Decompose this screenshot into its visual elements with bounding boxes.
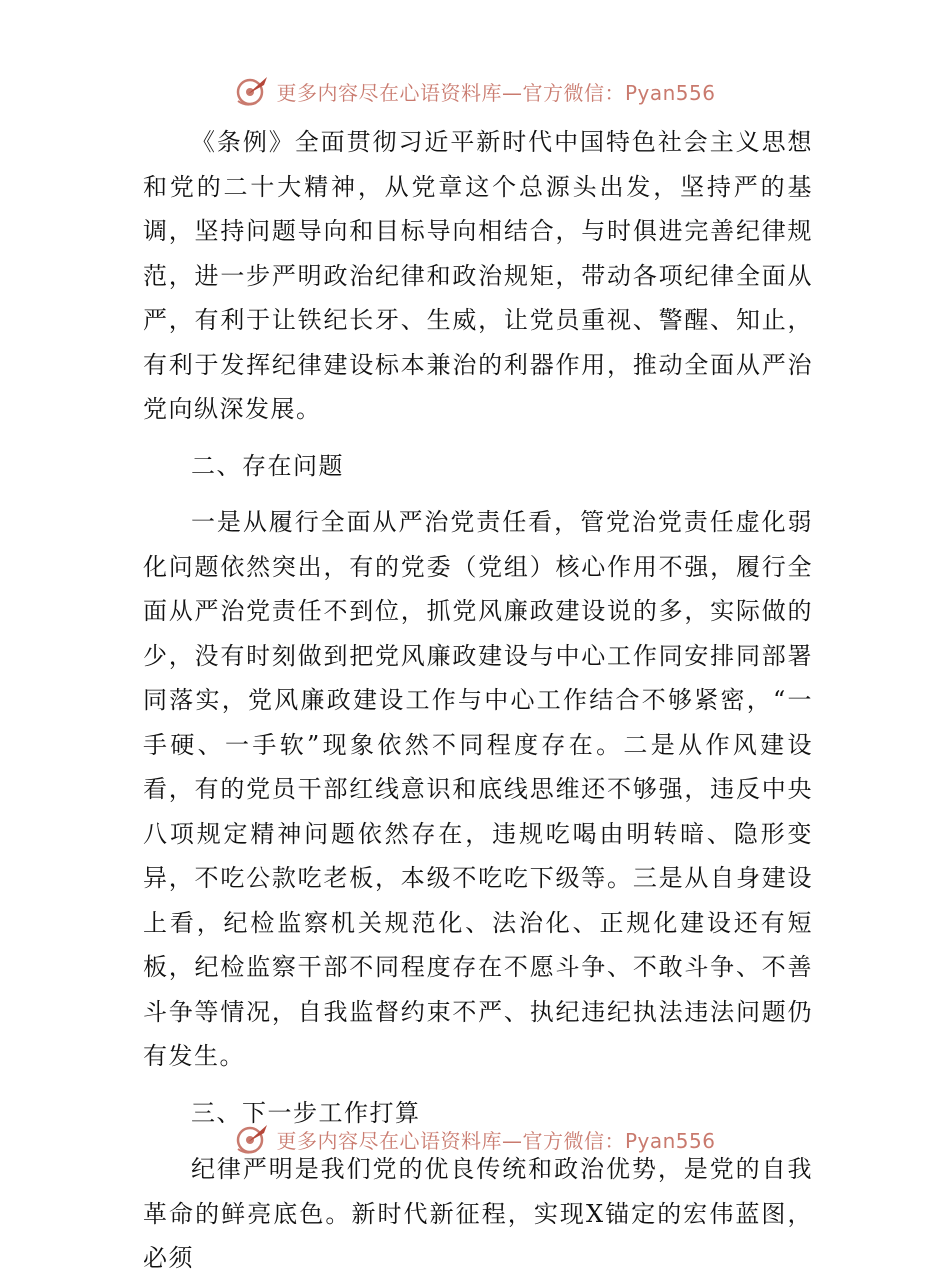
watermark-text: 更多内容尽在心语资料库—官方微信：Pyan556	[276, 1128, 716, 1153]
watermark-text: 更多内容尽在心语资料库—官方微信：Pyan556	[276, 80, 716, 105]
document-body	[143, 120, 813, 1281]
section-heading-problems: 二、存在问题	[191, 451, 344, 480]
quill-logo-icon	[234, 74, 270, 108]
paragraph-next-steps: 纪律严明是我们党的优良传统和政治优势，是党的自我革命的鲜亮底色。新时代新征程，实现X锚定的宏伟蓝图，必须	[143, 1155, 813, 1272]
quill-logo-icon	[234, 1122, 270, 1156]
paragraph-regulations: 《条例》全面贯彻习近平新时代中国特色社会主义思想和党的二十大精神，从党章这个总源头出发，坚持严的基调，坚持问题导向和目标导向相结合，与时俱进完善纪律规范，进一步严明政治纪律和政治规矩，带动各项纪律全面从严，有利于让铁纪长牙、生威，让党员重视、警醒、知止，有利于发挥纪律建设标本兼治的利器作用，推动全面从严治党向纵深发展。	[143, 128, 813, 423]
footer-watermark	[0, 1122, 950, 1156]
section-heading-next-steps: 三、下一步工作打算	[191, 1098, 421, 1127]
header-watermark	[0, 74, 950, 108]
paragraph-problems: 一是从履行全面从严治党责任看，管党治党责任虚化弱化问题依然突出，有的党委（党组）核心作用不强，履行全面从严治党责任不到位，抓党风廉政建设说的多，实际做的少，没有时刻做到把党风廉政建设与中心工作同安排同部署同落实，党风廉政建设工作与中心工作结合不够紧密，“一手硬、一手软”现象依然不同程度存在。二是从作风建设看，有的党员干部红线意识和底线思维还不够强，违反中央八项规定精神问题依然存在，违规吃喝由明转暗、隐形变异，不吃公款吃老板，本级不吃吃下级等。三是从自身建设上看，纪检监察机关规范化、法治化、正规化建设还有短板，纪检监察干部不同程度存在不愿斗争、不敢斗争、不善斗争等情况，自我监督约束不严、执纪违纪执法违法问题仍有发生。	[143, 508, 813, 1070]
